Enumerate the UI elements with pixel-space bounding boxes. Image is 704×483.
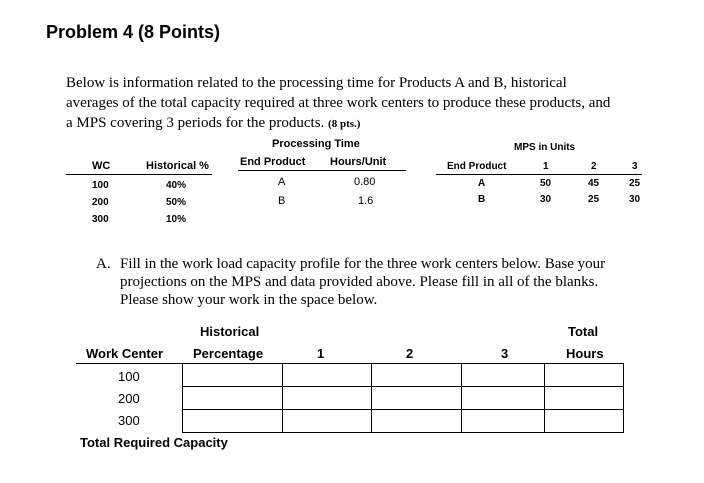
- workload-cell-300-p3[interactable]: [461, 409, 545, 433]
- workload-row-3-wc: 300: [118, 413, 140, 428]
- workload-hours-header: Hours: [566, 346, 604, 361]
- workload-period-2-header: 2: [406, 346, 414, 361]
- mps-period-3-header: 3: [632, 161, 638, 172]
- workload-cell-100-p2[interactable]: [371, 363, 462, 387]
- processing-hours-header: Hours/Unit: [330, 156, 387, 168]
- intro-line-3: [66, 114, 360, 134]
- workload-period-1-header: 1: [317, 346, 325, 361]
- problem-title: Problem 4 (8 Points): [46, 22, 221, 42]
- workload-cell-100-total[interactable]: [544, 363, 624, 387]
- mps-row-1-p2: 45: [588, 178, 600, 189]
- intro-line-3-text: a MPS covering 3 periods for the products.: [66, 115, 325, 131]
- processing-row-2-product: B: [278, 195, 286, 207]
- workload-left-rule: [76, 363, 182, 364]
- workload-cell-300-percentage[interactable]: [182, 409, 283, 433]
- wc-header-rule: [66, 174, 212, 175]
- workload-percentage-header: Percentage: [193, 346, 264, 361]
- intro-line-2: averages of the total capacity required at three work centers to produce these products, and: [66, 95, 611, 111]
- workload-cell-200-total[interactable]: [544, 386, 624, 410]
- workload-historical-header: Historical: [200, 324, 260, 339]
- workload-work-center-header: Work Center: [86, 346, 164, 361]
- processing-row-1-hours: 0.80: [354, 176, 376, 188]
- wc-row-3-wc: 300: [92, 214, 109, 225]
- workload-cell-200-percentage[interactable]: [182, 386, 283, 410]
- mps-row-2-product: B: [478, 194, 486, 205]
- instruction-line-2: projections on the MPS and data provided above. Please fill in all of the blanks.: [120, 274, 599, 290]
- workload-total-required-label: Total Required Capacity: [80, 435, 228, 450]
- mps-row-2-p2: 25: [588, 194, 600, 205]
- workload-period-3-header: 3: [501, 346, 509, 361]
- mps-row-1-product: A: [478, 178, 486, 189]
- instruction-label: A.: [96, 256, 111, 272]
- mps-title: MPS in Units: [514, 142, 576, 153]
- workload-row-2-wc: 200: [118, 391, 140, 406]
- intro-line-1: Below is information related to the processing time for Products A and B, historical: [66, 75, 567, 91]
- instruction-line-3: Please show your work in the space below.: [120, 292, 378, 308]
- workload-cell-300-total[interactable]: [544, 409, 624, 433]
- mps-end-product-header: End Product: [447, 161, 507, 172]
- wc-row-2-wc: 200: [92, 197, 109, 208]
- workload-cell-100-percentage[interactable]: [182, 363, 283, 387]
- wc-header: WC: [92, 160, 111, 172]
- wc-row-3-pct: 10%: [166, 214, 187, 225]
- intro-points: (8 pts.): [328, 118, 361, 130]
- workload-total-header: Total: [568, 324, 599, 339]
- workload-cell-200-p2[interactable]: [371, 386, 462, 410]
- workload-cell-200-p1[interactable]: [282, 386, 372, 410]
- instruction-line-1: Fill in the work load capacity profile for the three work centers below. Base your: [120, 256, 606, 272]
- workload-cell-200-p3[interactable]: [461, 386, 545, 410]
- workload-cell-300-p2[interactable]: [371, 409, 462, 433]
- mps-header-rule: [436, 174, 642, 175]
- mps-period-2-header: 2: [591, 161, 597, 172]
- mps-row-2-p1: 30: [540, 194, 552, 205]
- wc-row-1-wc: 100: [92, 180, 109, 191]
- mps-row-1-p3: 25: [629, 178, 641, 189]
- workload-cell-100-p1[interactable]: [282, 363, 372, 387]
- processing-row-1-product: A: [278, 176, 286, 188]
- processing-time-title: Processing Time: [272, 138, 360, 150]
- wc-row-2-pct: 50%: [166, 197, 187, 208]
- processing-row-2-hours: 1.6: [358, 195, 374, 207]
- historical-pct-header: Historical %: [146, 160, 209, 172]
- mps-row-2-p3: 30: [629, 194, 641, 205]
- mps-period-1-header: 1: [543, 161, 549, 172]
- workload-cell-300-p1[interactable]: [282, 409, 372, 433]
- workload-cell-100-p3[interactable]: [461, 363, 545, 387]
- processing-end-product-header: End Product: [240, 156, 306, 168]
- processing-header-rule: [238, 170, 406, 171]
- wc-row-1-pct: 40%: [166, 180, 187, 191]
- workload-row-1-wc: 100: [118, 369, 140, 384]
- mps-row-1-p1: 50: [540, 178, 552, 189]
